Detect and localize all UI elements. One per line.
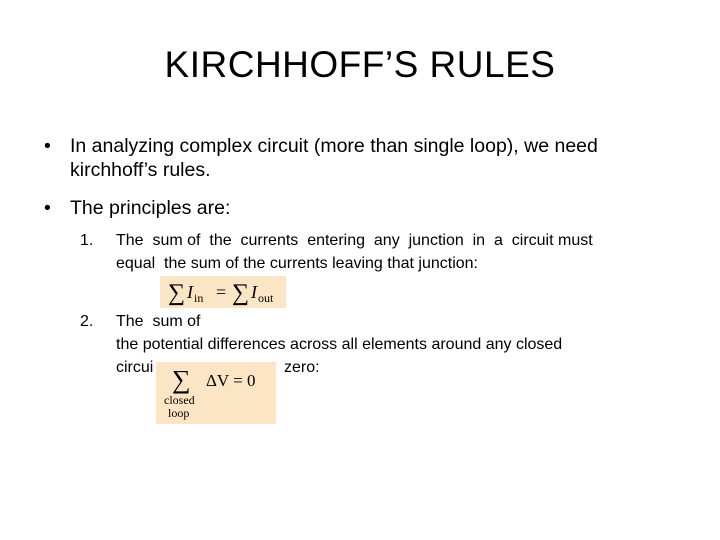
current-subscript: in	[194, 291, 204, 305]
rule-text-line: The sum of	[116, 313, 201, 330]
bullet-text: The principles are:	[70, 197, 231, 219]
sum-symbol: ∑	[172, 365, 191, 394]
bullet-text: In analyzing complex circuit (more than single loop), we need kirchhoff’s rules.	[70, 135, 598, 181]
rule-number: 2.	[80, 313, 94, 330]
bullet-marker: •	[44, 135, 51, 157]
bullet-marker: •	[44, 197, 51, 219]
rule-text-line: The sum of the currents entering any junction in a circuit must	[116, 232, 593, 249]
equals-sign: =	[216, 282, 227, 302]
sum-subscript: closed	[164, 393, 195, 407]
rule-text-line: equal the sum of the currents leaving that junction:	[116, 255, 478, 272]
rule-number: 1.	[80, 232, 94, 249]
loop-rule-equation	[156, 362, 276, 424]
sum-subscript: loop	[168, 406, 190, 420]
sum-symbol: ∑	[232, 280, 250, 306]
junction-rule-equation	[160, 276, 286, 308]
rule-text-line: the potential differences across all elements around any closed	[116, 336, 563, 353]
rule-text-fragment: zero:	[284, 359, 320, 376]
slide-title: KIRCHHOFF’S RULES	[164, 44, 556, 85]
loop-expression: ΔV = 0	[206, 371, 256, 390]
current-subscript: out	[258, 291, 274, 305]
current-variable: I	[187, 282, 193, 302]
current-variable: I	[251, 282, 257, 302]
rule-text-fragment: circui	[116, 359, 154, 376]
sum-symbol: ∑	[168, 280, 186, 306]
rule-text	[116, 229, 666, 275]
